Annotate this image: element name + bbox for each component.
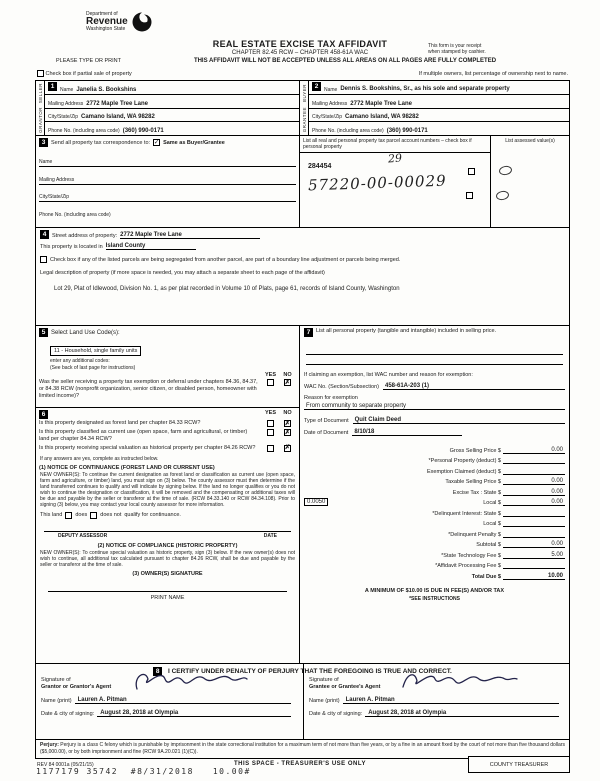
forest-no-checkbox[interactable]: ✗ [284, 419, 291, 427]
parcel-numbers-box [299, 135, 491, 228]
reason-exemption-label: Reason for exemption [304, 395, 358, 401]
perjury-notice: Perjury: Perjury is a class C felony which is punishable by imprisonment in the state correctional institution for a maximum term of not more than five years, or by a fine in an amount fixed by the court of not more than five thousand dollars ($5,000.00), or by both imprisonment and fine (RCW 9A.20.021 (1)(C)). [35, 739, 570, 759]
fee-row-total: Total Due $ 10.00 [471, 572, 563, 580]
seller-address-row[interactable]: Mailing Address 2772 Maple Tree Lane [45, 95, 299, 109]
exemption-deferral-question: Was the seller receiving a property tax exemption or deferral under chapters 84.36, 84.37, or 84.38 RCW (nonprofit organization, senior citizen, or disabled person, homeowner with limited income)? ✗ [39, 378, 291, 399]
notice-continuance-text: NEW OWNER(S): To continue the current designation as forest land or classification as current use (open space, farm and agriculture, or timber) land, you must sign on (3) below. The county assessor must then determine if the land transferred continues to qualify and will indicate by signing below. If the land no longer qualifies or you do not wish to continue the designation or classification, it will be removed and the compensating or additional taxes will be due and payable by the seller or transferor at the time of sale. (RCW 84.33.140 or RCW 84.34.108). Prior to signing (3) below, you may contact your local county assessor for more information. [40, 471, 295, 508]
grantor-name-value[interactable]: Lauren A. Pitman [75, 697, 291, 704]
wac-label: WAC No. (Section/Subsection) [304, 384, 379, 390]
total-due-value[interactable]: 10.00 [503, 573, 565, 580]
grantor-signature [131, 665, 251, 695]
doc-type-label: Type of Document [304, 418, 349, 424]
section-buyer [299, 80, 570, 136]
yes-column-header-6: YES [264, 410, 276, 416]
delinquent-interest-local-value[interactable] [503, 526, 565, 527]
deputy-assessor-line[interactable]: DEPUTY ASSESSOR DATE [44, 531, 291, 540]
land-use-code-value[interactable]: 11 - Household, single family units [50, 346, 141, 356]
same-as-buyer-label: Same as Buyer/Grantee [163, 139, 225, 146]
state-technology-fee-value[interactable]: 5.00 [503, 552, 565, 559]
section-3-number: 3 [39, 138, 48, 147]
section-correspondence [35, 135, 300, 228]
seller-address-value: 2772 Maple Tree Lane [86, 100, 148, 107]
section-2-number: 2 [312, 82, 321, 91]
correspondence-address-field[interactable]: Mailing Address [39, 167, 296, 185]
additional-codes-label: enter any additional codes: [50, 358, 110, 364]
excise-local-value[interactable]: 0.00 [503, 499, 565, 506]
grantee-signature-block: Signature of Grantee or Grantee's Agent Name (print) Lauren A. Pitman Date & city of signing: August 28, 2018 at Olympia [304, 677, 564, 717]
seller-side-label: SELLER GRANTOR [36, 81, 45, 135]
grantor-signature-block: Signature of Grantor or Grantor's Agent Name (print) Lauren A. Pitman Date & city of signing: August 28, 2018 at Olympia [36, 677, 296, 717]
handwritten-zero-mark-2 [495, 190, 509, 201]
personal-property-blank-2[interactable] [306, 355, 563, 365]
doc-date-value[interactable]: 8/10/18 [352, 429, 462, 436]
seller-name-row[interactable]: 1 Name Janelia S. Bookshins [45, 81, 299, 95]
certify-statement: I CERTIFY UNDER PENALTY OF PERJURY THAT THE FOREGOING IS TRUE AND CORRECT. [167, 668, 452, 675]
form-title: REAL ESTATE EXCISE TAX AFFIDAVIT [212, 39, 388, 49]
buyer-address-value: 2772 Maple Tree Lane [350, 100, 412, 107]
wac-value[interactable]: 458-61A-203 (1) [383, 383, 565, 390]
exemption-no-checkbox[interactable]: ✗ [284, 378, 291, 386]
qualify-row: This land does does not qualify for continuance. [40, 512, 181, 519]
assessed-values-box [490, 135, 570, 228]
seller-name-value: Janelia S. Bookshins [76, 86, 137, 93]
segregated-checkbox[interactable] [40, 256, 47, 263]
please-type-note: PLEASE TYPE OR PRINT [56, 58, 122, 64]
assessed-values-header: List assessed value(s) [505, 138, 555, 144]
buyer-phone-value: (360) 990-0171 [386, 128, 428, 134]
form-revision-number: REV 84 0001a (05/21/15) [37, 762, 94, 768]
legal-description-label: Legal description of property (if more space is needed, you may attach a separate sheet to each page of the affidavit) [40, 270, 325, 276]
seller-phone-row[interactable]: Phone No. (including area code) (360) 990-0171 [48, 128, 164, 134]
buyer-city-value: Camano Island, WA 98282 [345, 114, 419, 121]
forest-yes-checkbox[interactable] [267, 420, 274, 427]
buyer-address-row[interactable]: Mailing Address 2772 Maple Tree Lane [309, 95, 569, 109]
fee-row-tech-fee: *State Technology Fee $ 5.00 [441, 551, 563, 559]
personal-property-blank-1[interactable] [306, 345, 563, 355]
logo-revenue-text: Revenue [86, 15, 128, 27]
see-back-note: (See back of last page for instructions) [50, 365, 136, 371]
revenue-swirl-icon [131, 11, 153, 33]
grantor-date-value[interactable]: August 28, 2018 at Olympia [97, 710, 291, 717]
county-treasurer-box: COUNTY TREASURER [468, 756, 570, 773]
parcel-header: List all real and personal property tax parcel account numbers – check box if personal property [300, 136, 490, 153]
section-7-number: 7 [304, 328, 313, 337]
personal-property-checkbox-1[interactable] [468, 168, 475, 175]
treasurer-space-label: THIS SPACE - TREASURER'S USE ONLY [234, 761, 366, 767]
personal-property-deduct-value[interactable] [503, 463, 565, 464]
fee-row-local: 0.0050 Local $ 0.00 [304, 496, 565, 507]
if-yes-note: If any answers are yes, complete as instructed below. [40, 455, 159, 462]
street-address-value[interactable]: 2772 Maple Tree Lane [120, 232, 260, 239]
grantee-date-label: Date & city of signing: [309, 711, 363, 718]
affidavit-processing-fee-value[interactable] [503, 568, 565, 569]
send-correspondence-label: Send all property tax correspondence to: [51, 139, 151, 146]
street-address-label: Street address of property: [52, 233, 118, 239]
handwritten-parcel-fragment: 29 [387, 151, 403, 166]
partial-sale-label: Check box if partial sale of property [45, 70, 132, 77]
buyer-side-label: BUYER GRANTEE [300, 81, 309, 135]
grantee-signature [399, 665, 519, 695]
fee-row-personal: *Personal Property (deduct) $ [304, 454, 565, 465]
logo-state-text: Washington State [86, 26, 126, 33]
section-5-number: 5 [39, 328, 48, 337]
taxable-selling-price-value[interactable]: 0.00 [503, 478, 565, 485]
historic-yes-checkbox[interactable] [267, 445, 274, 452]
warning-text: THIS AFFIDAVIT WILL NOT BE ACCEPTED UNLESS ALL AREAS ON ALL PAGES ARE FULLY COMPLETED [193, 58, 497, 64]
partial-sale-option [37, 70, 132, 77]
doc-date-label: Date of Document [304, 430, 349, 436]
fee-row-excise-state: Excise Tax : State $ 0.00 [452, 488, 563, 496]
located-county-value[interactable]: Island County [106, 243, 196, 250]
section-property [35, 227, 570, 326]
handwritten-parcel-number: 57220-00-00029 [307, 171, 447, 195]
fee-row-delinquent-state: *Delinquent Interest: State $ [304, 506, 565, 517]
local-rate-box: 0.0050 [304, 498, 328, 506]
fee-row-gross: Gross Selling Price $ 0.00 [449, 446, 563, 454]
grantee-name-value[interactable]: Lauren A. Pitman [343, 697, 559, 704]
delinquent-interest-state-value[interactable] [503, 516, 565, 517]
section-seller [35, 80, 300, 136]
seller-phone-value: (360) 990-0171 [122, 128, 164, 134]
revenue-logo [86, 11, 153, 33]
fee-row-subtotal: Subtotal $ 0.00 [476, 541, 563, 548]
segregated-label: Check box if any of the listed parcels are being segregated from another parcel, are part of a boundary line adjustment or parcels being merged. [50, 257, 401, 263]
doc-type-value[interactable]: Quit Claim Deed [353, 417, 565, 424]
notice-compliance-title: (2) NOTICE OF COMPLIANCE (HISTORIC PROPERTY) [97, 542, 238, 549]
no-column-header: NO [283, 372, 292, 378]
delinquent-penalty-value[interactable] [503, 537, 565, 538]
section-certification [35, 663, 570, 740]
minimum-fee-note: A MINIMUM OF $10.00 IS DUE IN FEE(S) AND/OR TAX [364, 587, 505, 594]
yes-column-header: YES [264, 372, 276, 378]
exemption-claimed-value[interactable] [503, 474, 565, 475]
see-instructions-note: *SEE INSTRUCTIONS [409, 595, 460, 602]
logo-dept-text: Department of [86, 10, 118, 17]
correspondence-name-field[interactable]: Name [39, 149, 296, 167]
owners-signature-label: (3) OWNER(S) SIGNATURE [132, 570, 203, 577]
located-in-label: This property is located in [40, 244, 103, 250]
historic-no-checkbox[interactable]: ✗ [284, 444, 291, 452]
current-use-yes-checkbox[interactable] [267, 429, 274, 436]
forest-land-question: Is this property designated as forest land per chapter 84.33 RCW? ✗ [39, 419, 291, 427]
form-subtitle: CHAPTER 82.45 RCW – CHAPTER 458-61A WAC [231, 50, 369, 56]
fee-row-delinquent-local: Local $ [304, 517, 565, 528]
buyer-name-row[interactable]: 2 Name Dennis S. Bookshins, Sr., as his sole and separate property [309, 81, 569, 95]
notice-continuance-title: (1) NOTICE OF CONTINUANCE (FOREST LAND OR CURRENT USE) [39, 464, 215, 471]
does-not-checkbox[interactable] [90, 512, 97, 519]
receipt-note: This form is your receipt when stamped by cashier. [428, 43, 486, 56]
grantor-date-label: Date & city of signing: [41, 711, 95, 718]
subtotal-value[interactable]: 0.00 [503, 541, 565, 548]
excise-state-value[interactable]: 0.00 [503, 489, 565, 496]
notice-compliance-text: NEW OWNER(S): To continue special valuation as historic property, sign (3) below. If the new owner(s) does not wish to continue, all additional tax calculated pursuant to chapter 84.26 RCW, shall be due and payable by the seller or transferor at the time of sale. [40, 549, 295, 568]
seller-city-value: Camano Island, WA 98282 [81, 114, 155, 121]
current-use-no-checkbox[interactable]: ✗ [284, 428, 291, 436]
fee-row-taxable: Taxable Selling Price $ 0.00 [445, 478, 563, 485]
same-as-buyer-checkbox[interactable]: ✓ [153, 138, 160, 146]
correspondence-phone-field[interactable]: Phone No. (including area code) [39, 212, 111, 218]
personal-property-list-label: List all personal property (tangible and intangible) included in selling price. [316, 328, 497, 334]
section-8-number: 8 [153, 667, 162, 676]
grantee-name-print-label: Name (print) [309, 698, 340, 705]
section-4-number: 4 [40, 230, 49, 239]
grantee-date-value[interactable]: August 28, 2018 at Olympia [365, 710, 559, 717]
personal-property-checkbox-2[interactable] [466, 192, 473, 199]
does-checkbox[interactable] [65, 512, 72, 519]
buyer-phone-row[interactable]: Phone No. (including area code) (360) 990-0171 [312, 128, 428, 134]
buyer-city-row[interactable]: City/State/Zip Camano Island, WA 98282 [309, 109, 569, 123]
grantor-name-print-label: Name (print) [41, 698, 72, 705]
correspondence-city-field[interactable]: City/State/Zip [39, 185, 296, 203]
current-use-question: Is this property classified as current use (open space, farm and agricultural, or timber) land per chapter 84.34 RCW? ✗ [39, 428, 291, 442]
land-use-title: Select Land Use Code(s): [51, 329, 120, 336]
section-land-use [35, 325, 300, 408]
gross-selling-price-value[interactable]: 0.00 [503, 447, 565, 454]
fee-row-processing-fee: *Affidavit Processing Fee $ [304, 559, 565, 570]
fee-row-penalty: *Delinquent Penalty $ [304, 527, 565, 538]
fee-row-exemption: Exemption Claimed (deduct) $ [304, 464, 565, 475]
no-column-header-6: NO [283, 410, 292, 416]
exemption-prompt: If claiming an exemption, list WAC number and reason for exemption: [304, 372, 473, 378]
historic-property-question: Is this property receiving special valuation as historical property per chapter 84.26 RCW? ✗ [39, 444, 291, 452]
multiple-owners-note: If multiple owners, list percentage of ownership next to name. [418, 70, 568, 77]
partial-sale-checkbox[interactable] [37, 70, 44, 77]
section-1-number: 1 [48, 82, 57, 91]
handwritten-zero-mark-1 [498, 165, 512, 176]
section-sale [299, 325, 570, 664]
top-options-row [37, 70, 568, 77]
print-name-label: PRINT NAME [150, 594, 185, 601]
parcel-number-printed: 284454 [308, 163, 332, 170]
buyer-name-value: Dennis S. Bookshins, Sr., as his sole and separate property [340, 86, 510, 93]
cashier-stamp: 1177179 35742 #8/31/2018 10.00# [36, 767, 251, 776]
section-6-number: 6 [39, 410, 48, 419]
exemption-yes-checkbox[interactable] [267, 379, 274, 386]
seller-city-row[interactable]: City/State/Zip Camano Island, WA 98282 [45, 109, 299, 123]
legal-description-value[interactable]: Lot 29, Plat of Idlewood, Division No. 1, as per plat recorded in Volume 10 of Plats, page 61, records of Island County, Washington [54, 286, 400, 292]
reason-exemption-value[interactable]: From community to separate property [304, 403, 565, 410]
section-designation [35, 407, 300, 664]
